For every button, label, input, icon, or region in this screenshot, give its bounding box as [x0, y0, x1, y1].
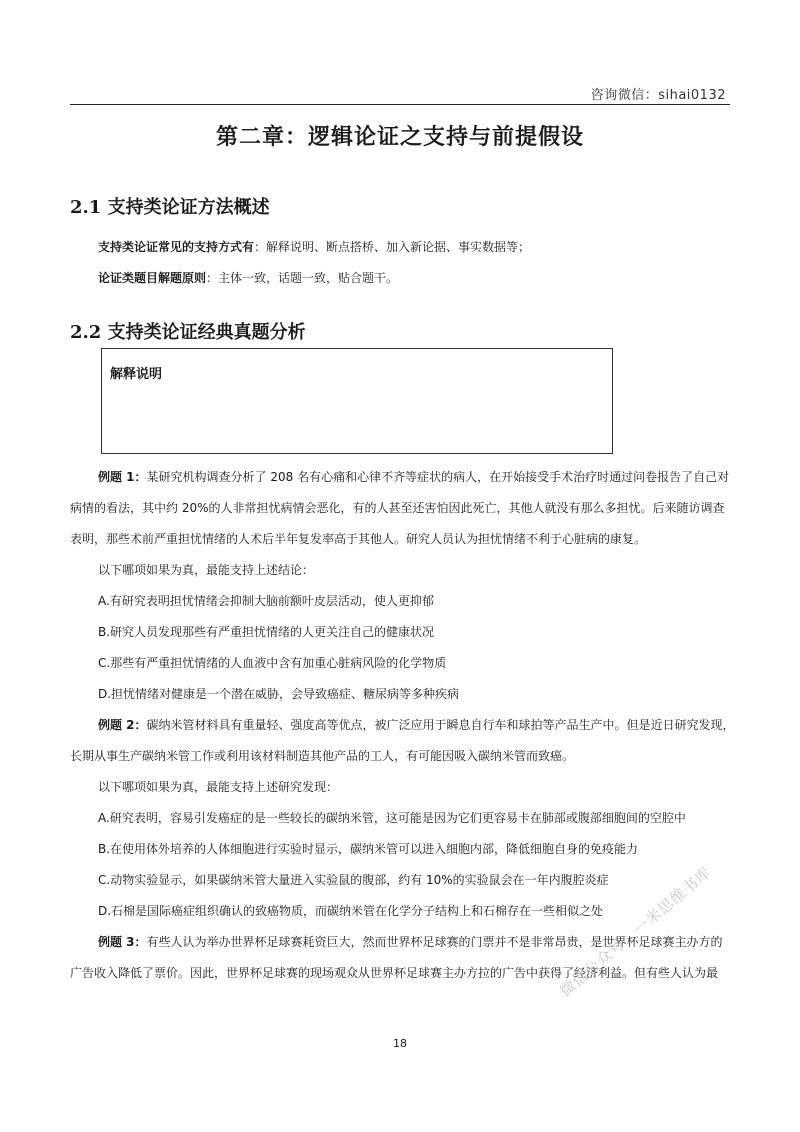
- example-3-line-2: 广告收入降低了票价。因此，世界杯足球赛的现场观众从世界杯足球赛主办方拉的广告中获得了经济利益。但有些人认为最: [70, 966, 719, 980]
- example-1-option-c: C.那些有严重担忧情绪的人血液中含有加重心脏病风险的化学物质: [98, 656, 447, 670]
- example-1-option-a: A.有研究表明担忧情绪会抑制大脑前额叶皮层活动，使人更抑郁: [98, 594, 434, 608]
- example-1-label: 例题 1：: [98, 470, 147, 484]
- example-1-option-d: D.担忧情绪对健康是一个潜在威胁，会导致癌症、糖尿病等多种疾病: [98, 687, 460, 701]
- header-rule: [70, 104, 730, 105]
- principle-label: 论证类题目解题原则: [98, 271, 207, 285]
- example-2-option-b: B.在使用体外培养的人体细胞进行实验时显示，碳纳米管可以进入细胞内部，降低细胞自身的免疫能力: [98, 842, 639, 856]
- watermark: 微信公众号：一米思维书库: [556, 863, 715, 1001]
- example-1-line-2: 病情的看法，其中约 20%的人非常担忧病情会恶化，有的人甚至还害怕因此死亡，其他人就没有那么多担忧。后来随访调查: [70, 501, 725, 515]
- support-methods-line: [98, 238, 530, 255]
- box-title: 解释说明: [110, 367, 163, 382]
- example-2-label: 例题 2：: [98, 718, 147, 732]
- example-2-line-2: 长期从事生产碳纳米管工作或利用该材料制造其他产品的工人，有可能因吸入碳纳米管而致癌。: [70, 749, 575, 763]
- support-methods-label: 支持类论证常见的支持方式有: [98, 240, 255, 254]
- principle-text: ：主体一致，话题一致，贴合题干。: [206, 271, 399, 285]
- page-number: 18: [393, 1037, 407, 1050]
- section-title-2-2: 2.2 支持类论证经典真题分析: [70, 322, 306, 343]
- example-1-line-1: 例题 1：某研究机构调查分析了 208 名有心痛和心律不齐等症状的病人，在开始接受手术治疗时通过问卷报告了自己对: [98, 470, 730, 484]
- example-1-line-3: 表明，那些术前严重担忧情绪的人术后半年复发率高于其他人。研究人员认为担忧情绪不利于心脏病的康复。: [70, 532, 647, 546]
- example-2-option-d: D.石棉是国际癌症组织确认的致癌物质，而碳纳米管在化学分子结构上和石棉存在一些相似之处: [98, 904, 604, 918]
- example-2-line-1: 例题 2：碳纳米管材料具有重量轻、强度高等优点，被广泛应用于瞬息自行车和球拍等产品生产中。但是近日研究发现，: [98, 718, 735, 732]
- chapter-title: 第二章：逻辑论证之支持与前提假设: [215, 124, 584, 150]
- section-title-2-1: 2.1 支持类论证方法概述: [70, 197, 270, 218]
- header-contact: 咨询微信：sihai0132: [590, 88, 726, 103]
- example-3-line-1: 例题 3：有些人认为举办世界杯足球赛耗资巨大，然而世界杯足球赛的门票并不是非常昂贵，是世界杯足球赛主办方的: [98, 935, 723, 949]
- example-1-option-b: B.研究人员发现那些有严重担忧情绪的人更关注自己的健康状况: [98, 625, 435, 639]
- example-2-question: 以下哪项如果为真，最能支持上述研究发现：: [98, 780, 339, 794]
- example-2-option-a: A.研究表明，容易引发癌症的是一些较长的碳纳米管，这可能是因为它们更容易卡在肺部或腹部细胞间的空腔中: [98, 811, 686, 825]
- support-methods-text: ：解释说明、断点搭桥、加入新论据、事实数据等；: [254, 240, 531, 254]
- example-1-question: 以下哪项如果为真，最能支持上述结论：: [98, 563, 315, 577]
- example-2-option-c: C.动物实验显示，如果碳纳米管大量进入实验鼠的腹部，约有 10%的实验鼠会在一年内腹腔炎症: [98, 873, 609, 887]
- explanation-box: [101, 348, 613, 454]
- principle-line: [98, 269, 398, 286]
- example-3-label: 例题 3：: [98, 935, 147, 949]
